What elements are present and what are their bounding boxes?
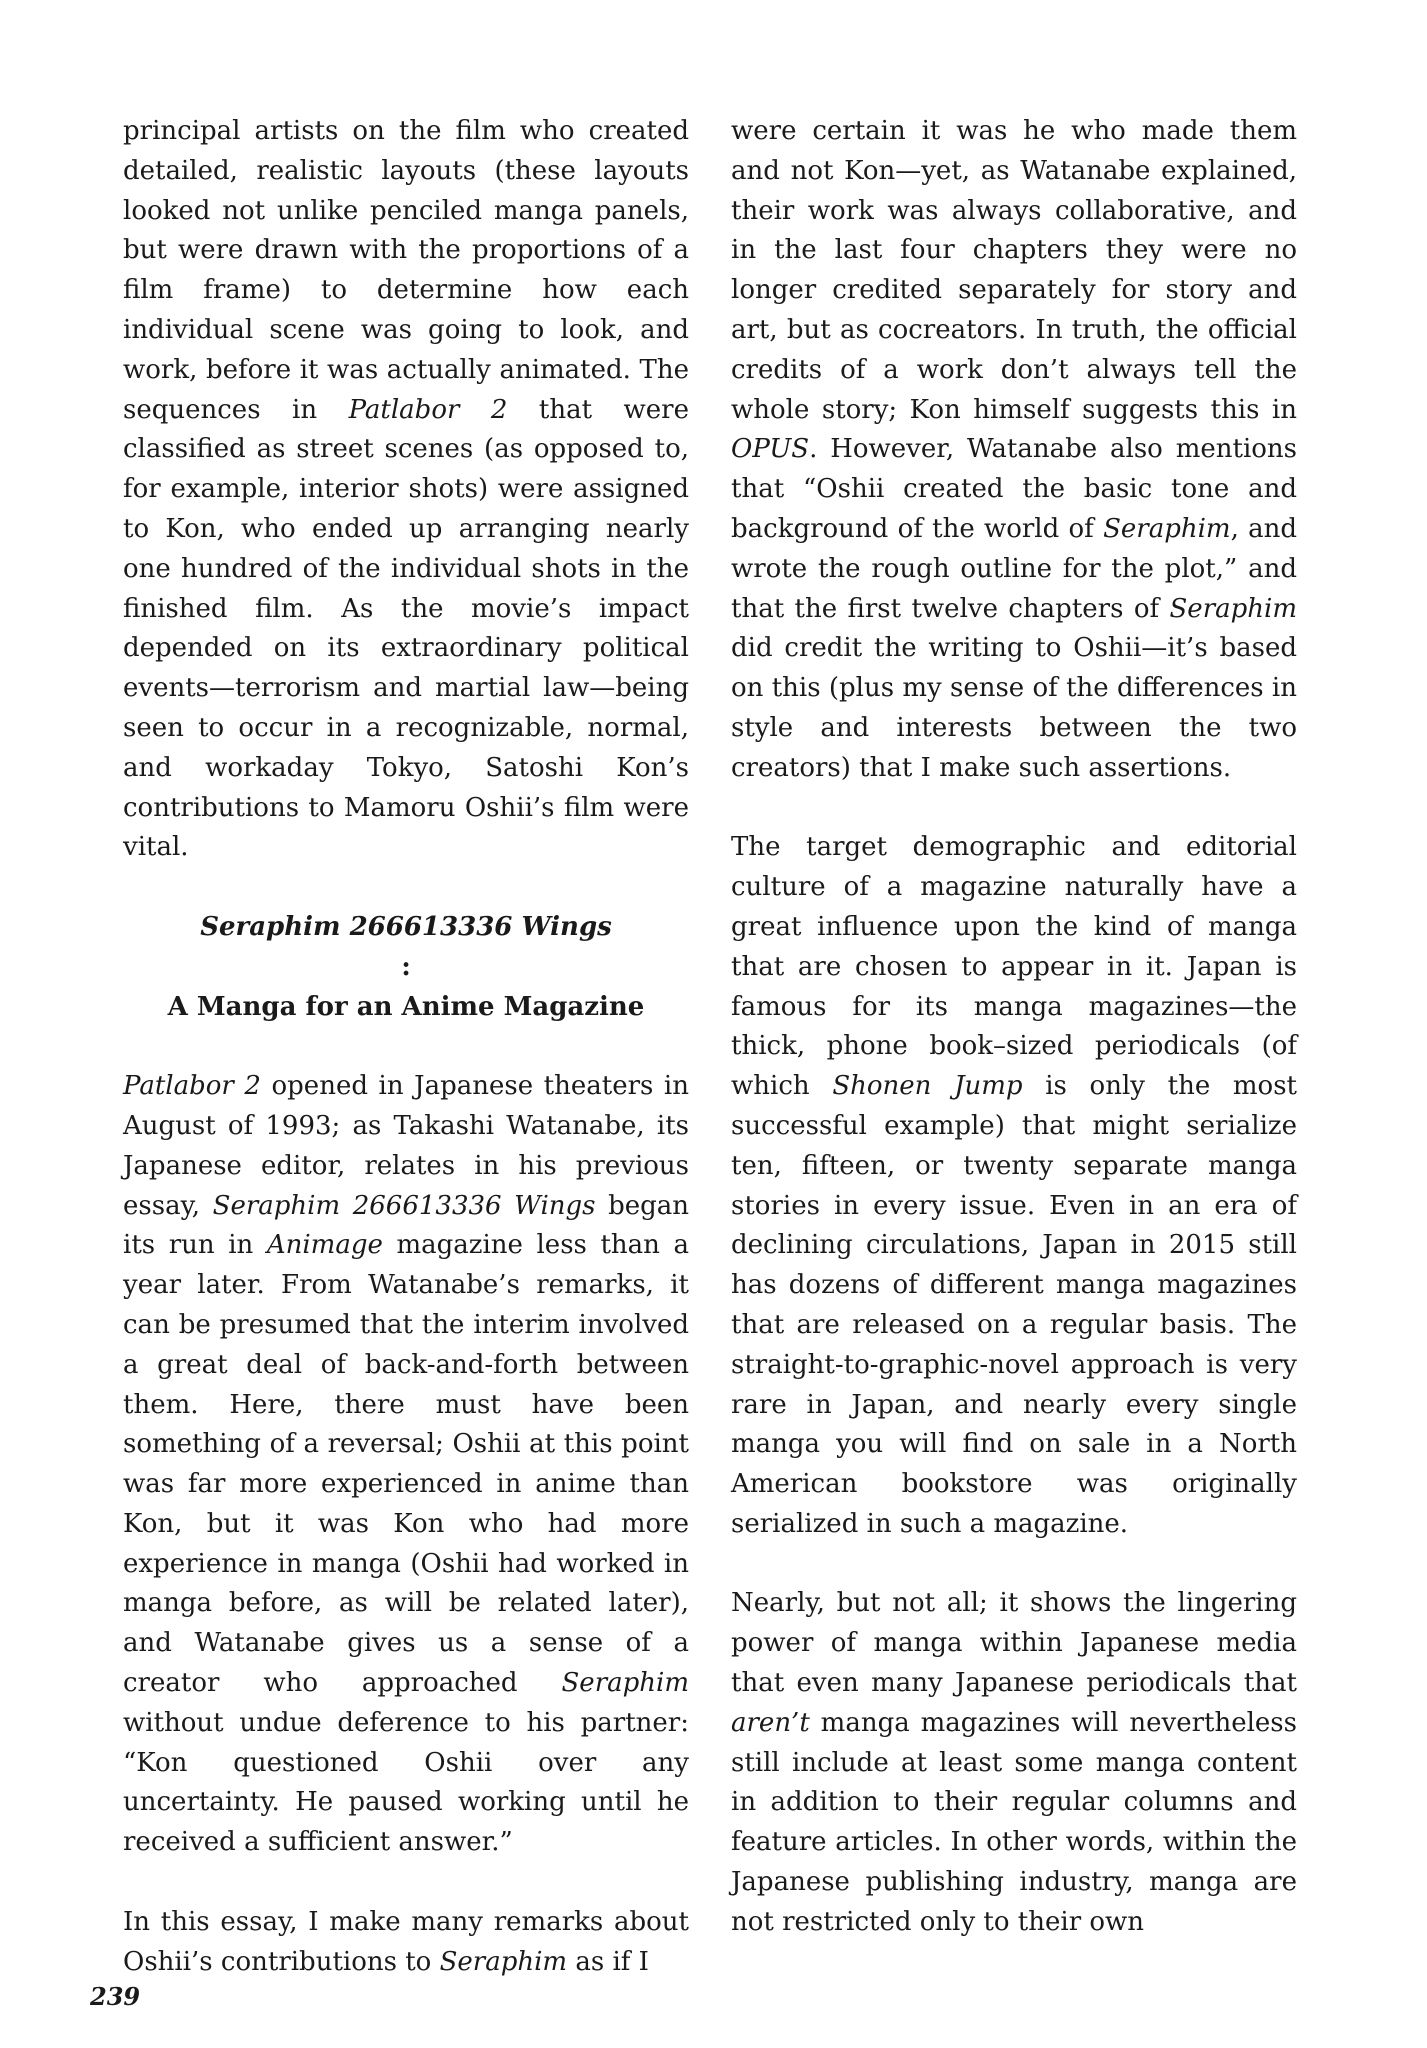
paragraph: Patlabor 2 opened in Japanese theaters in August of 1993; as Takashi Watanabe, its Japanese editor, relates in his previous essay, Seraphim 266613336 Wings began its run in Animage magazine less than a year later. From Watanabe’s remarks, it can be presumed that the interim involved a great deal of back-and-forth between them. Here, there must have been something of a reversal; Oshii at this point was far more experienced in anime than Kon, but it was Kon who had more experience in manga (Oshii had worked in manga before, as will be related later), and Watanabe gives us a sense of a creator who approached Seraphim without undue deference to his partner: “Kon questioned Oshii over any uncertainty. He paused working until he received a sufficient answer.” [123, 1071, 689, 1858]
right-column [731, 112, 1297, 1943]
paragraph: In this essay, I make many remarks about Oshii’s contributions to Seraphim as if I [123, 1906, 689, 1977]
left-column [123, 112, 689, 1982]
paragraph: Nearly, but not all; it shows the lingering power of manga within Japanese media that even many Japanese periodicals that aren’t manga magazines will nevertheless still include at least some manga content in addition to their regular columns and feature articles. In other words, within the Japanese publishing industry, manga are not restricted only to their own [731, 1588, 1297, 1937]
section-heading-line-2: A Manga for an Anime Magazine [167, 991, 645, 1022]
paragraph: The target demographic and editorial culture of a magazine naturally have a great influence upon the kind of manga that are chosen to appear in it. Japan is famous for its manga magazines—the thick, phone book–sized periodicals (of which Shonen Jump is only the most successful example) that might serialize ten, fifteen, or twenty separate manga stories in every issue. Even in an era of declining circulations, Japan in 2015 still has dozens of different manga magazines that are released on a regular basis. The straight-to-graphic-novel approach is very rare in Japan, and nearly every single manga you will find on sale in a North American bookstore was originally serialized in such a magazine. [731, 832, 1297, 1539]
paragraph: were certain it was he who made them and not Kon—yet, as Watanabe explained, their work was always collaborative, and in the last four chapters they were no longer credited separately for story and art, but as cocreators. In truth, the official credits of a work don’t always tell the whole story; Kon himself suggests this in OPUS. However, Watanabe also mentions that “Oshii created the basic tone and background of the world of Seraphim, and wrote the rough outline for the plot,” and that the first twelve chapters of Seraphim did credit the writing to Oshii—it’s based on this (plus my sense of the differences in style and interests between the two creators) that I make such assertions. [731, 116, 1297, 783]
section-heading-line-1: Seraphim 266613336 Wings : [200, 911, 612, 982]
section-heading [123, 908, 689, 1027]
page-number: 239 [90, 1982, 141, 2011]
paragraph: principal artists on the film who created detailed, realistic layouts (these layouts looked not unlike penciled manga panels, but were drawn with the proportions of a film frame) to determine how each individual scene was going to look, and work, before it was actually animated. The sequences in Patlabor 2 that were classified as street scenes (as opposed to, for example, interior shots) were assigned to Kon, who ended up arranging nearly one hundred of the individual shots in the finished film. As the movie’s impact depended on its extraordinary political events—terrorism and martial law—being seen to occur in a recognizable, normal, and workaday Tokyo, Satoshi Kon’s contributions to Mamoru Oshii’s film were vital. [123, 116, 689, 863]
